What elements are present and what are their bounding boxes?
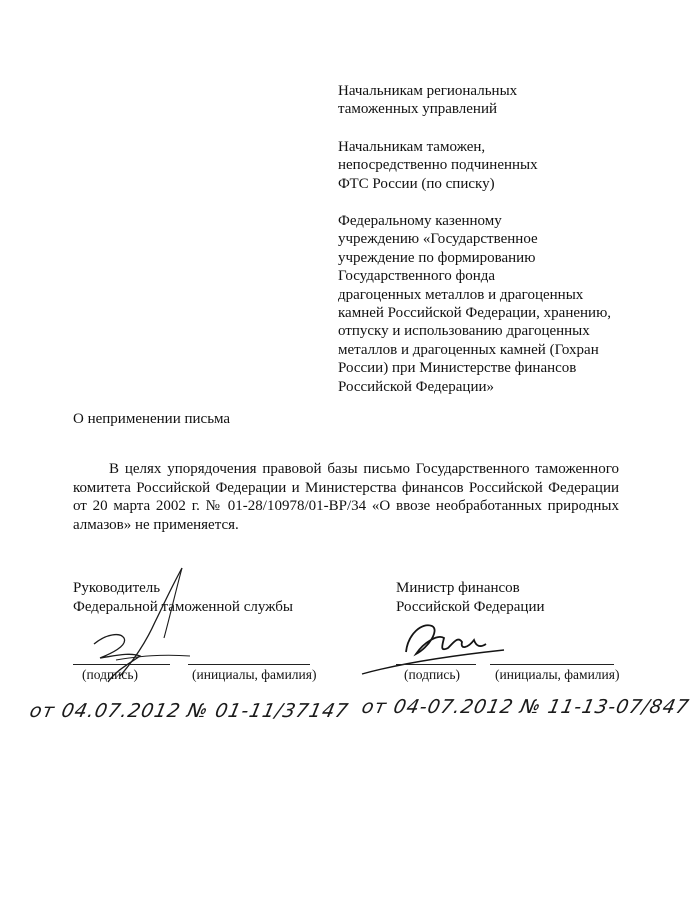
left-signature-line <box>73 664 170 665</box>
right-title-line: Министр финансов <box>396 580 520 596</box>
left-registration-number: от 04.07.2012 № 01-11/37147 <box>27 700 351 722</box>
addressee-line: Федеральному казенному <box>338 213 502 230</box>
addressee-line: драгоценных металлов и драгоценных <box>338 286 584 303</box>
left-title-line: Руководитель <box>73 580 161 596</box>
addressee-line: металлов и драгоценных камней (Гохран <box>338 341 599 358</box>
addressee-line: Российской Федерации» <box>338 378 495 395</box>
right-signature-caption: (подпись) <box>404 667 461 682</box>
addressee-line: непосредственно подчиненных <box>338 157 538 174</box>
document-subject: О неприменении письма <box>73 411 231 427</box>
addressee-line: Начальникам региональных <box>338 83 518 99</box>
addressee-regional-customs <box>338 82 611 119</box>
body-line: комитета Российской Федерации и Министерства финансов Российской Федерации <box>73 479 619 496</box>
left-name-line <box>188 664 310 665</box>
addressee-gokhran <box>338 212 611 396</box>
addressee-line: Государственного фонда <box>338 268 496 285</box>
left-name-caption: (инициалы, фамилия) <box>192 667 317 682</box>
addressee-line: Начальникам таможен, <box>338 138 486 155</box>
right-registration-number: от 04-07.2012 № 11-13-07/847 <box>359 696 691 718</box>
document-body <box>73 460 619 535</box>
addressee-line: камней Российской Федерации, хранению, <box>338 305 612 322</box>
right-signature-line <box>396 664 476 665</box>
addressee-line: учреждению «Государственное <box>338 231 538 248</box>
addressee-block <box>338 82 611 415</box>
right-name-caption: (инициалы, фамилия) <box>495 667 620 682</box>
left-signature-caption: (подпись) <box>82 667 139 682</box>
addressee-line: учреждение по формированию <box>338 249 536 266</box>
body-line: от 20 марта 2002 г. № 01-28/10978/01-ВР/34 «О ввозе необработанных природных <box>73 498 619 515</box>
right-title-line: Российской Федерации <box>396 599 545 615</box>
addressee-line: отпуску и использованию драгоценных <box>338 323 590 340</box>
body-line: В целях упорядочения правовой базы письмо Государственного таможенного <box>109 461 619 477</box>
addressee-line: России) при Министерстве финансов <box>338 360 577 377</box>
addressee-customs-heads <box>338 138 611 193</box>
body-line: алмазов» не применяется. <box>73 517 239 534</box>
right-name-line <box>490 664 614 665</box>
addressee-line: ФТС России (по списку) <box>338 175 495 192</box>
addressee-line: таможенных управлений <box>338 101 498 118</box>
left-title-line: Федеральной таможенной службы <box>73 599 294 615</box>
